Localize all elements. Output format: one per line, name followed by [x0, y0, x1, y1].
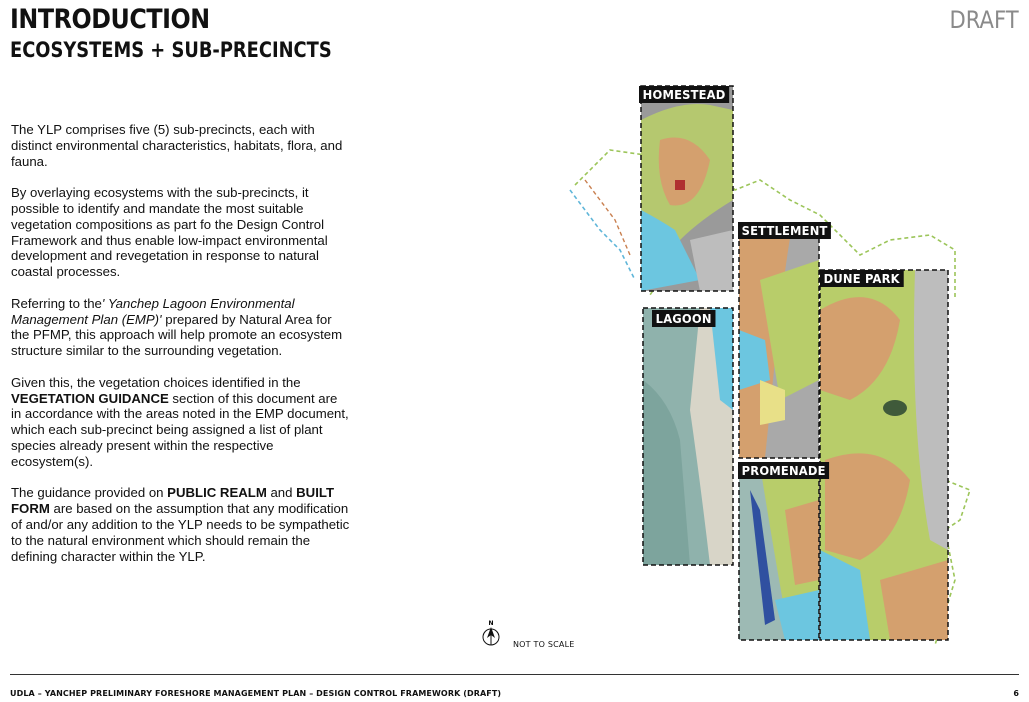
- paragraph-4-rest: section of this document are in accordance with the areas noted in the EMP document, which each sub-precinct being assigned a list of plant species already present within the respective ecosystem(s).: [11, 390, 349, 469]
- built-form-ref: BUILT FORM: [11, 485, 334, 517]
- paragraph-3: [11, 296, 351, 359]
- label-lagoon: LAGOON: [652, 310, 715, 327]
- draft-label: DRAFT: [949, 6, 1019, 34]
- lagoon-panel: [643, 308, 733, 565]
- dune-park-panel: [820, 270, 948, 640]
- paragraph-4: [11, 375, 351, 470]
- paragraph-5: [11, 485, 351, 564]
- north-label: N: [488, 620, 494, 627]
- paragraph-5-mid: and: [266, 485, 297, 501]
- page-number: 6: [1013, 689, 1019, 698]
- settlement-panel: [739, 238, 819, 458]
- paragraph-5-lead: The guidance provided on: [11, 485, 168, 501]
- ecosystem-map-graphic: [560, 80, 980, 650]
- vegetation-guidance-ref: VEGETATION GUIDANCE: [11, 390, 169, 406]
- footer-text: UDLA – YANCHEP PRELIMINARY FORESHORE MANAGEMENT PLAN – DESIGN CONTROL FRAMEWORK (DRAFT): [10, 689, 502, 698]
- emp-reference: ' Yanchep Lagoon Environmental Management Plan (EMP)': [11, 295, 295, 327]
- homestead-panel: [641, 86, 733, 291]
- page-subtitle: ECOSYSTEMS + SUB-PRECINCTS: [10, 38, 332, 62]
- label-settlement: SETTLEMENT: [738, 222, 831, 239]
- sub-precinct-map: [560, 80, 980, 650]
- paragraph-2: By overlaying ecosystems with the sub-precincts, it possible to identify and mandate the most suitable vegetation compositions as part fo the Design Control Framework and thus enable low-impact environmental development and revegetation in response to natural coastal processes.: [11, 185, 328, 280]
- scale-note: NOT TO SCALE: [513, 640, 575, 649]
- paragraph-3-rest: prepared by Natural Area for the PFMP, this approach will help promote an ecosystem structure similar to the surrounding vegetation.: [11, 311, 343, 359]
- intro-text: [11, 122, 351, 580]
- paragraph-3-lead: Referring to the: [11, 295, 102, 311]
- paragraph-5-rest: are based on the assumption that any modification of and/or any addition to the YLP needs to be sympathetic to the natural environment which should remain the defining character within the YLP.: [11, 501, 350, 564]
- public-realm-ref: PUBLIC REALM: [167, 485, 267, 501]
- page-title: INTRODUCTION: [10, 4, 210, 35]
- label-homestead: HOMESTEAD: [639, 86, 729, 103]
- paragraph-1: The YLP comprises five (5) sub-precincts, each with distinct environmental characteristics, habitats, flora, and fauna.: [11, 122, 343, 169]
- north-arrow-icon: [480, 620, 502, 653]
- paragraph-4-lead: Given this, the vegetation choices identified in the: [11, 374, 301, 390]
- footer-divider: [10, 674, 1019, 675]
- promenade-panel: [739, 465, 819, 640]
- label-promenade: PROMENADE: [738, 462, 829, 479]
- label-dune-park: DUNE PARK: [820, 270, 903, 287]
